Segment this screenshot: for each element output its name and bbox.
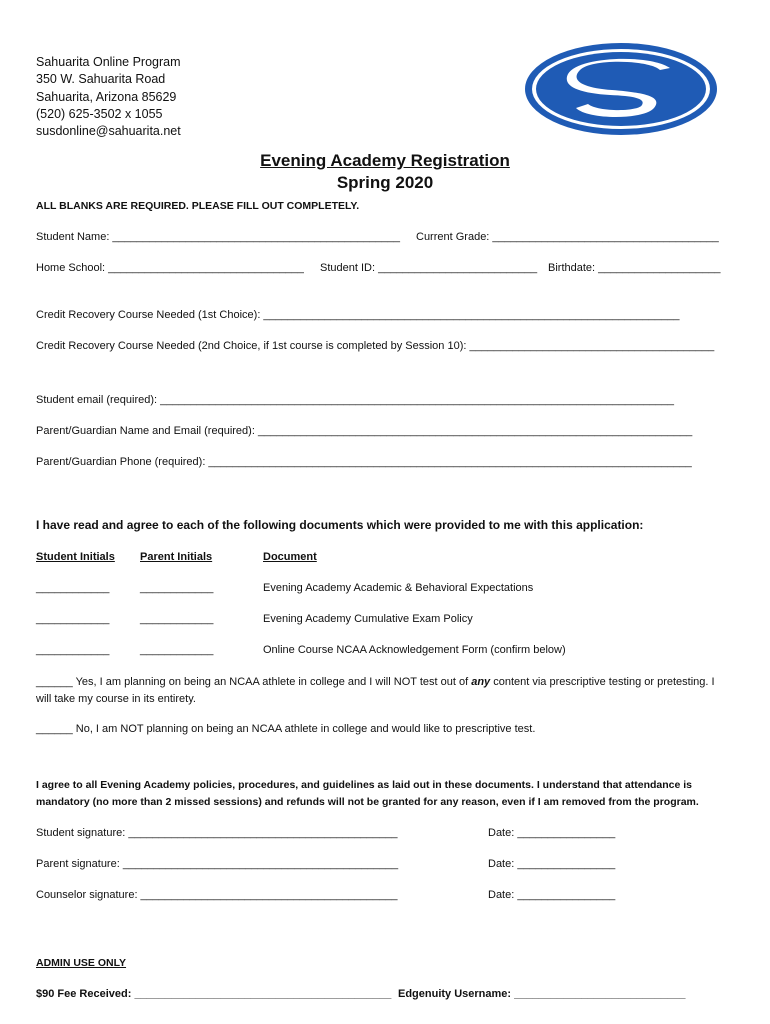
ncaa-yes-text: ______ Yes, I am planning on being an NCAA athlete in college and I will NOT test out of <box>36 676 472 688</box>
program-address <box>36 54 181 140</box>
guardian-phone-field[interactable]: Parent/Guardian Phone (required): _______________________________________________________________________________ <box>36 456 692 468</box>
student-initials-blank[interactable]: ____________ <box>36 613 110 625</box>
guardian-name-email-field[interactable]: Parent/Guardian Name and Email (required): _______________________________________________________________________ <box>36 425 693 437</box>
counselor-signature-field[interactable]: Counselor signature: __________________________________________ <box>36 889 398 901</box>
document-item: Online Course NCAA Acknowledgement Form (confirm below) <box>263 644 566 656</box>
student-date-field[interactable]: Date: ________________ <box>488 827 616 839</box>
course-first-choice-field[interactable]: Credit Recovery Course Needed (1st Choice): ____________________________________________________________________ <box>36 309 680 321</box>
student-name-field[interactable]: Student Name: _______________________________________________ <box>36 231 400 243</box>
parent-date-field[interactable]: Date: ________________ <box>488 858 616 870</box>
address-email: susdonline@sahuarita.net <box>36 124 181 139</box>
parent-initials-blank[interactable]: ____________ <box>140 644 214 656</box>
address-line: (520) 625-3502 x 1055 <box>36 106 163 121</box>
admin-heading: ADMIN USE ONLY <box>36 957 127 969</box>
counselor-date-field[interactable]: Date: ________________ <box>488 889 616 901</box>
agreement-title: I have read and agree to each of the following documents which were provided to me with this application: <box>36 518 644 532</box>
current-grade-field[interactable]: Current Grade: _____________________________________ <box>416 231 719 243</box>
form-title <box>0 150 770 194</box>
parent-initials-header: Parent Initials <box>140 551 213 563</box>
parent-signature-field[interactable]: Parent signature: _____________________________________________ <box>36 858 399 870</box>
form-term: Spring 2020 <box>336 173 434 192</box>
ncaa-no-option[interactable]: ______ No, I am NOT planning on being an NCAA athlete in college and would like to prescriptive test. <box>36 723 536 735</box>
student-email-field[interactable]: Student email (required): ____________________________________________________________________________________ <box>36 394 674 406</box>
birthdate-field[interactable]: Birthdate: ____________________ <box>548 262 721 274</box>
form-title-line: Evening Academy Registration <box>260 151 510 170</box>
document-item: Evening Academy Academic & Behavioral Expectations <box>263 582 534 594</box>
student-initials-blank[interactable]: ____________ <box>36 644 110 656</box>
address-line: Sahuarita Online Program <box>36 55 181 69</box>
parent-initials-blank[interactable]: ____________ <box>140 613 214 625</box>
document-header: Document <box>263 551 317 563</box>
ncaa-yes-emphasis: any <box>471 676 491 688</box>
ncaa-yes-option[interactable] <box>36 674 716 708</box>
address-line: Sahuarita, Arizona 85629 <box>36 89 177 104</box>
address-line: 350 W. Sahuarita Road <box>36 72 166 87</box>
edgenuity-username-field[interactable]: Edgenuity Username: ____________________________ <box>398 988 686 1000</box>
student-initials-blank[interactable]: ____________ <box>36 582 110 594</box>
instructions: ALL BLANKS ARE REQUIRED. PLEASE FILL OUT COMPLETELY. <box>36 200 360 212</box>
student-signature-field[interactable]: Student signature: ____________________________________________ <box>36 827 398 839</box>
document-item: Evening Academy Cumulative Exam Policy <box>263 613 473 625</box>
course-second-choice-field[interactable]: Credit Recovery Course Needed (2nd Choice, if 1st course is completed by Session 10): ________________________________________ <box>36 340 715 352</box>
home-school-field[interactable]: Home School: ________________________________ <box>36 262 304 274</box>
student-id-field[interactable]: Student ID: __________________________ <box>320 262 538 274</box>
ncaa-yes-text-end: content via prescriptive testing or pretesting. I will take my course in its entirety. <box>36 676 715 705</box>
letter-s-oval-logo-icon <box>522 40 720 138</box>
fee-received-field[interactable]: $90 Fee Received: __________________________________________ <box>36 988 392 1000</box>
parent-initials-blank[interactable]: ____________ <box>140 582 214 594</box>
student-initials-header: Student Initials <box>36 551 115 563</box>
policy-statement: I agree to all Evening Academy policies, procedures, and guidelines as laid out in these documents. I understand that attendance is mandatory (no more than 2 missed sessions) and refunds will not be granted for any reason, even if I am removed from the program. <box>36 779 699 808</box>
